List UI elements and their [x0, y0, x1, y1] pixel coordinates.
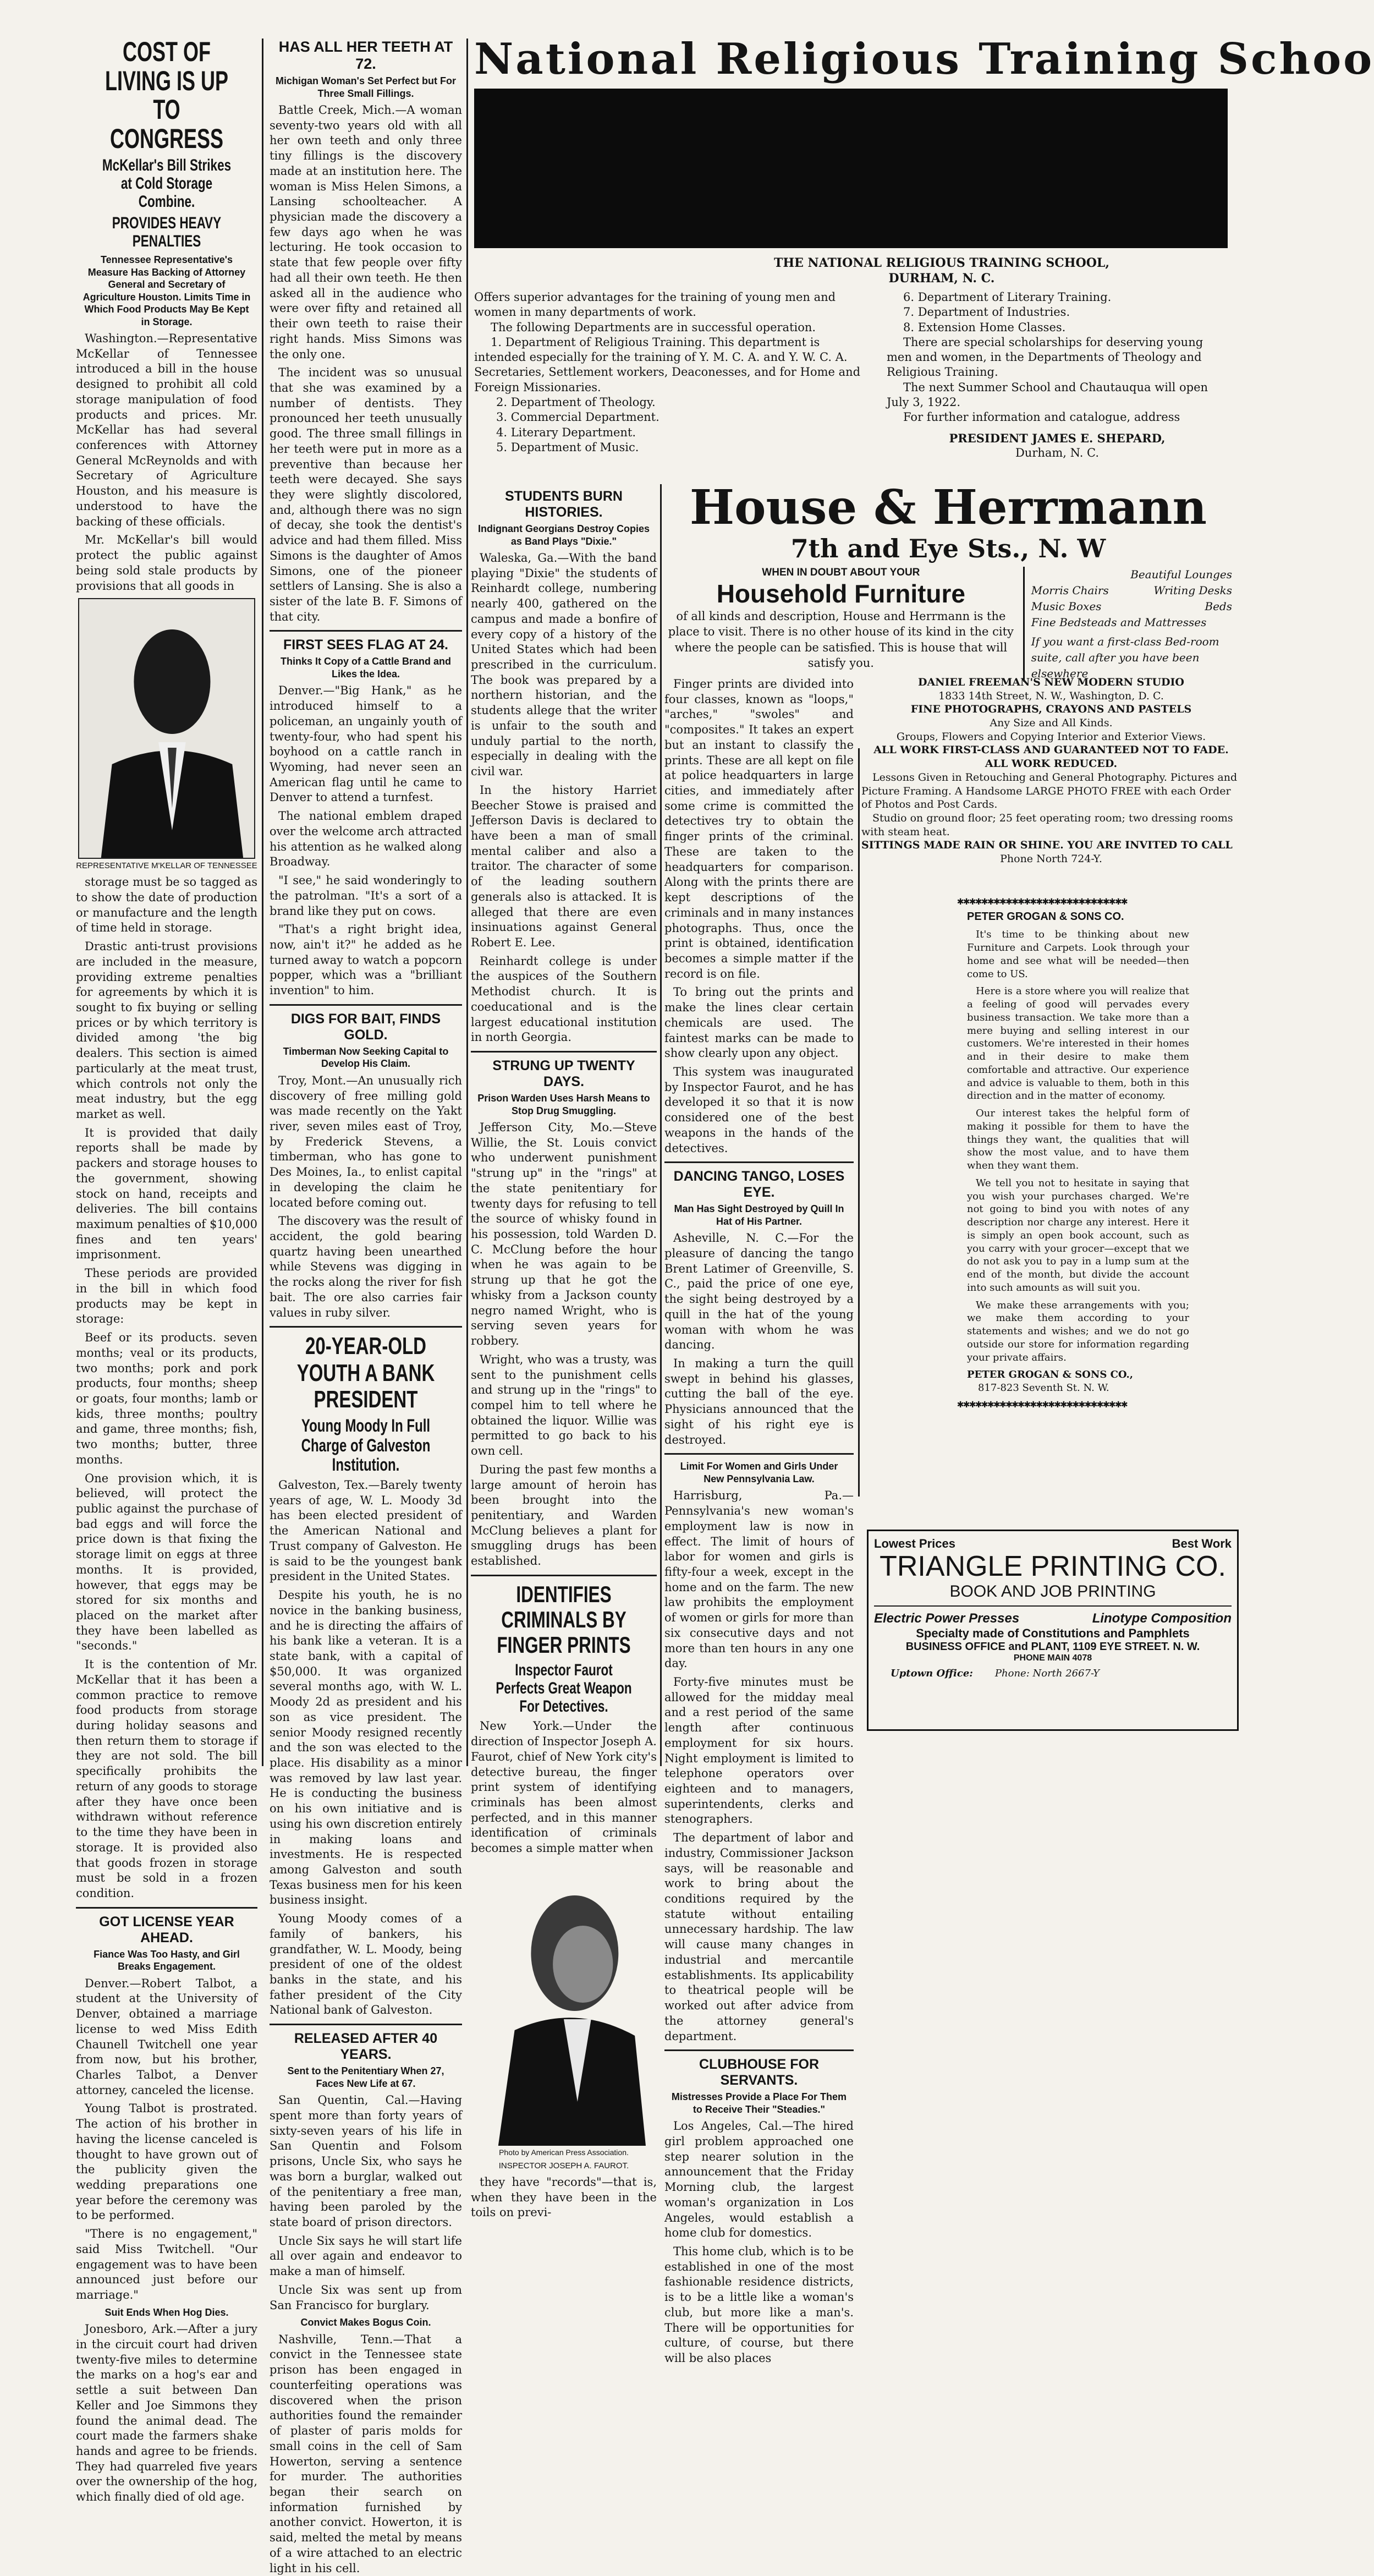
- story-paragraph: In making a turn the quill swept in behind his glasses, cutting the ball of the eye. Physicians announced that the sight of his right eye is destroyed.: [664, 1357, 854, 1446]
- story-paragraph: It is provided that daily reports shall be made by packers and storage houses to the government, showing stock on hand, receipts and deliveries. The bill contains maximum penalties of $10,000 fines and ten years' imprisonment.: [76, 1126, 257, 1262]
- school-following: The following Departments are in successful operation.: [491, 320, 816, 334]
- dept-item: 8. Extension Home Classes.: [903, 320, 1066, 334]
- portrait-silhouette: [482, 1860, 646, 2146]
- school-city: DURHAM, N. C.: [888, 271, 995, 286]
- story-paragraph: Jonesboro, Ark.—After a jury in the circuit court had driven twenty-five miles to determine the marks on a hog's ear and settle a suit between Dan Keller and Joe Simmons they found the animal dead. The court made the farmers shake hands and agree to be friends. They had quarreled five years over the ownership of the hog, which finally died of old age.: [76, 2322, 257, 2504]
- story-paragraph: Wright, who was a trusty, was sent to the punishment cells and strung up in the "rings" to compel him to tell where he obtained the liquor. Willie was permitted to go back to his own cell.: [471, 1352, 657, 1458]
- photo-credit: Photo by American Press Association.: [499, 2147, 629, 2157]
- story-paragraph: "There is no engagement," said Miss Twitchell. "Our engagement was to have been announced just before our marriage.": [76, 2227, 257, 2302]
- story-paragraph: Jefferson City, Mo.—Steve Willie, the St. Louis convict who underwent punishment "strung up" in the "rings" at the state penitentiary for twenty days for refusing to tell the source of whisky found in his possession, told Warden D. C. McClung before the hour when he was again to be strung up that he got the whisky from a Jackson county negro named Wright, who is serving seven years for robbery.: [471, 1121, 657, 1348]
- house-herrmann-list: [1025, 567, 1232, 682]
- star-border-top: ✱✱✱✱✱✱✱✱✱✱✱✱✱✱✱✱✱✱✱✱✱✱✱✱✱✱✱✱: [957, 894, 1128, 907]
- story-paragraph: The incident was so unusual that she was examined by a number of dentists. They pronounced her teeth unusually good. The three small fillings in her teeth were put in more as a preventive than because her teeth were decayed. She says they were slightly discolored, and, although there was no sign of decay, she took the dentist's advice and had them filled. Miss Simons is the daughter of Amos Simons, one of the pioneer settlers of Lansing. She is also a sister of the late B. F. Simons of that city.: [270, 366, 462, 623]
- story-headline: Suit Ends When Hog Dies.: [105, 2306, 229, 2318]
- grogan-paragraph: We tell you not to hesitate in saying that you wish your purchases charged. We're not going to bind you with notes of any description nor charge any interest. Here it is simply an open book account, such as you carry with your grocer—except that we do not ask you to pay in a lump sum at the end of the month, but divide the account into such amounts as will suit you.: [967, 1177, 1189, 1294]
- dept-item: 1. Department of Religious Training. This department is intended especially for the training of Y. M. C. A. and Y. W. C. A. Secretaries, Settlement workers, Deaconesses, and for Home and Foreign Missionaries.: [474, 335, 861, 394]
- story-paragraph: This home club, which is to be established in one of the most fashionable residence districts, is to be a little like a woman's club, but more like a man's. There will be opportunities for culture, of course, but there will be also places: [664, 2244, 854, 2365]
- house-herrmann-main: [664, 567, 1025, 682]
- column-3: [471, 484, 657, 2219]
- dept-item: 7. Department of Industries.: [903, 305, 1070, 319]
- divider: [270, 2024, 462, 2025]
- ad-peter-grogan: [957, 894, 1199, 1477]
- story-paragraph: Drastic anti-trust provisions are included in the measure, providing extreme penalties for agreements by which it is sought to fix buying or selling prices or by which territory is divided among 'the big dealers. This section is aimed particularly at the meat trust, which controls not only the meat industry, but the egg market as well.: [76, 940, 257, 1121]
- triangle-name: TRIANGLE PRINTING CO.: [880, 1550, 1226, 1582]
- story-paragraph: These periods are provided in the bill in which food products may be kept in storage:: [76, 1267, 257, 1326]
- column-rule: [262, 39, 263, 1766]
- dept-item: 6. Department of Literary Training.: [903, 291, 1112, 304]
- studio-groups: Groups, Flowers and Copying Interior and Exterior Views.: [896, 730, 1206, 743]
- dept-item: 5. Department of Music.: [496, 440, 639, 454]
- studio-address: 1833 14th Street, N. W., Washington, D. C.: [938, 689, 1164, 702]
- headline-finger-prints: IDENTIFIES CRIMINALS BY FINGER PRINTS: [497, 1581, 631, 1658]
- studio-phone: Phone North 724-Y.: [1000, 852, 1102, 865]
- triangle-best: Best Work: [1172, 1537, 1232, 1550]
- house-bedroom: If you want a first-class Bed-room suite, call after you have been elsewhere: [1031, 635, 1219, 680]
- divider: [76, 1907, 257, 1909]
- story-headline: GOT LICENSE YEAR AHEAD.: [99, 1914, 234, 1945]
- triangle-office: BUSINESS OFFICE and PLANT, 1109 EYE STREET. N. W.: [905, 1641, 1200, 1653]
- subheadline-penalties: PROVIDES HEAVY PENALTIES: [112, 214, 222, 250]
- house-item: Fine Bedsteads and Mattresses: [1031, 616, 1207, 629]
- story-deck: Sent to the Penitentiary When 27, Faces New Life at 67.: [287, 2065, 444, 2089]
- dept-item: 2. Department of Theology.: [496, 396, 656, 409]
- story-paragraph: Harrisburg, Pa.—Pennsylvania's new woman's employment law is now in effect. The limit of hours of labor for women and girls is fifty-four a week, except in the home and on the farm. The new law prohibits the employment of women or girls for more than six consecutive days and not more than ten hours in any one day.: [664, 1489, 854, 1670]
- portrait-photo-mckellar: [78, 598, 255, 859]
- divider: [664, 2049, 854, 2051]
- house-item: Morris Chairs: [1031, 584, 1109, 597]
- column-rule: [858, 748, 860, 1497]
- house-item: Writing Desks: [1153, 584, 1232, 597]
- divider: [270, 1004, 462, 1006]
- triangle-specialty: Specialty made of Constitutions and Pamphlets: [916, 1626, 1190, 1641]
- divider: [664, 1453, 854, 1455]
- school-name: THE NATIONAL RELIGIOUS TRAINING SCHOOL,: [773, 256, 1110, 270]
- story-deck: Timberman Now Seeking Capital to Develop His Claim.: [283, 1045, 449, 1070]
- story-deck: Man Has Sight Destroyed by Quill In Hat of His Partner.: [674, 1203, 844, 1227]
- story-paragraph: Denver.—"Big Hank," as he introduced himself to a policeman, an ungainly youth of twenty-four, who had spent his boyhood on a cattle ranch in Wyoming, had never seen an American flag until he came to Denver to attend a turnfest.: [270, 684, 462, 804]
- story-paragraph: Washington.—Representative McKellar of Tennessee introduced a bill in the house designed to prohibit all cold storage manipulation of food products and prices. Mr. McKellar has had several conferences with Attorney General McReynolds and with Secretary of Agriculture Houston, and his measure is understood to have the backing of these officials.: [76, 332, 257, 528]
- house-herrmann-name: House & Herrmann: [689, 480, 1207, 535]
- story-deck: Limit For Women and Girls Under New Pennsylvania Law.: [680, 1461, 838, 1484]
- subheadline: Inspector Faurot Perfects Great Weapon For Detectives.: [496, 1661, 632, 1716]
- ad-freeman-studio: [861, 676, 1241, 865]
- story-paragraph: Young Moody comes of a family of bankers, his grandfather, W. L. Moody, being president of one of the oldest banks in the state, and his father president of the City National bank of Galveston.: [270, 1912, 462, 2017]
- grogan-name: PETER GROGAN & SONS CO.: [967, 911, 1124, 923]
- grogan-paragraph: Here is a store where you will realize that a feeling of good will pervades every business transaction. We take more than a mere buying and selling interest in our customers. We're interested in their homes and in their desire to make them comfortable and attractive. Our experience and advice is valuable to them, both in this direction and in the matter of economy.: [967, 985, 1189, 1102]
- story-paragraph: Uncle Six was sent up from San Francisco for burglary.: [270, 2283, 462, 2312]
- studio-lessons: Lessons Given in Retouching and General Photography. Pictures and Picture Framing. A Handsome LARGE PHOTO FREE with each Order of Photos and Post Cards.: [861, 771, 1238, 811]
- triangle-phone: PHONE MAIN 4078: [1013, 1653, 1092, 1663]
- story-paragraph: Despite his youth, he is no novice in the banking business, and he is directing the affairs of his bank like a veteran. It is a state bank, with a capital of $50,000. It was organized several months ago, with W. L. Moody 2d as president and his son as vice president. The senior Moody resigned recently and the son was elected to the place. His disability as a minor was removed by law last year. He is conducting the business on his own initiative and is using his own discretion entirely in making loans and investments. He is respected among Galveston and south Texas business men for his keen business insight.: [270, 1588, 462, 1907]
- ad-house-herrmann: [664, 480, 1232, 680]
- star-border-bottom: ✱✱✱✱✱✱✱✱✱✱✱✱✱✱✱✱✱✱✱✱✱✱✱✱✱✱✱✱: [957, 1396, 1128, 1410]
- story-paragraph: Asheville, N. C.—For the pleasure of dancing the tango Brent Latimer of Greenville, S. C., paid the price of one eye, the sight being destroyed by a quill in the hat of the young woman with whom he was dancing.: [664, 1231, 854, 1352]
- column-rule: [466, 39, 468, 1766]
- story-paragraph: Battle Creek, Mich.—A woman seventy-two years old with all her own teeth and only three tiny fillings is the discovery made at an institution here. The woman is Miss Helen Simons, a Lansing schoolteacher. A physician made the discovery a few days ago when he was lecturing. He took occasion to state that few people over fifty had all their own teeth. He then asked all in the audience who were over fifty and retained all their own teeth to raise their right hands. Miss Simons was the only one.: [270, 103, 462, 361]
- grogan-sign: PETER GROGAN & SONS CO.,: [967, 1369, 1134, 1381]
- story-paragraph: Beef or its products. seven months; veal or its products, two months; pork and pork products, four months; sheep or goats, four months; lamb or kids, three months; poultry and game, three months; fish, two months; butter, three months.: [76, 1331, 257, 1466]
- column-4: [664, 677, 854, 2365]
- studio-reduced: ALL WORK REDUCED.: [985, 758, 1118, 770]
- story-paragraph: During the past few months a large amount of heroin has been brought into the penitentiary, and Warden McClung believes a plant for smuggling drugs has been established.: [471, 1462, 657, 1568]
- house-herrmann-address: 7th and Eye Sts., N. W: [790, 534, 1106, 563]
- story-deck: Michigan Woman's Set Perfect but For Three Small Fillings.: [276, 75, 456, 99]
- story-paragraph: In the history Harriet Beecher Stowe is praised and Jefferson Davis is declared to have been a man of small mental caliber and also a traitor. The character of some of the leading southern generals also is attacked. It is alleged that there are even insinuations against General Robert E. Lee.: [471, 783, 657, 949]
- dept-item: 3. Commercial Department.: [496, 410, 659, 424]
- story-deck: Fiance Was Too Hasty, and Girl Breaks Engagement.: [94, 1948, 240, 1972]
- school-banner-image: [474, 89, 1228, 248]
- story-paragraph: San Quentin, Cal.—Having spent more than forty years of sixty-seven years of his life in San Quentin and Folsom prisons, Uncle Six, who says he was born a burglar, walked out of the penitentiary a free man, having been paroled by the state board of prison directors.: [270, 2093, 462, 2229]
- house-doubt: WHEN IN DOUBT ABOUT YOUR: [762, 567, 920, 578]
- story-deck: Mistresses Provide a Place For Them to Receive Their "Steadies.": [671, 2091, 847, 2115]
- story-headline: DIGS FOR BAIT, FINDS GOLD.: [290, 1011, 441, 1043]
- triangle-book: BOOK AND JOB PRINTING: [949, 1582, 1156, 1601]
- story-paragraph: Uncle Six says he will start life all over again and endeavor to make a man of himself.: [270, 2234, 462, 2278]
- house-item: Beds: [1205, 600, 1232, 613]
- ad-religious-school: [474, 34, 1374, 480]
- photo-caption: INSPECTOR JOSEPH A. FAUROT.: [498, 2161, 629, 2171]
- story-paragraph: Reinhardt college is under the auspices of the Southern Methodist church. It is coeducational and is the largest educational institution in north Georgia.: [471, 954, 657, 1044]
- story-deck: Indignant Georgians Destroy Copies as Band Plays "Dixie.": [477, 523, 650, 547]
- dept-item: 4. Literary Department.: [496, 425, 636, 439]
- portrait-photo-faurot: [482, 1860, 646, 2146]
- school-summer: The next Summer School and Chautauqua will open July 3, 1922.: [887, 380, 1208, 409]
- story-paragraph: To bring out the prints and make the lines clear certain chemicals are used. The faintest marks can be made to show clearly upon any object.: [664, 985, 854, 1060]
- studio-guarantee: ALL WORK FIRST-CLASS AND GUARANTEED NOT TO FADE.: [873, 744, 1229, 757]
- subheadline: Young Moody In Full Charge of Galveston Institution.: [301, 1416, 431, 1475]
- ad-triangle-printing: [867, 1530, 1239, 1731]
- school-departments-right: [887, 290, 1228, 461]
- studio-name: DANIEL FREEMAN'S NEW MODERN STUDIO: [918, 676, 1184, 688]
- house-item: Music Boxes: [1031, 600, 1102, 613]
- house-body: of all kinds and description, House and Herrmann is the place to visit. There is no other house of its kind in the city where the people can be satisfied. This is house that will satisfy you.: [668, 610, 1014, 670]
- studio-sittings: SITTINGS MADE RAIN OR SHINE. YOU ARE INVITED TO CALL: [861, 839, 1233, 852]
- column-2: [270, 34, 462, 2575]
- school-info: For further information and catalogue, address: [903, 410, 1180, 424]
- story-paragraph: Waleska, Ga.—With the band playing "Dixie" the students of Reinhardt college, numbering nearly 400, gathered on the campus and made a bonfire of every copy of a history of the United States which had been prescribed in the curriculum. The book was prepared by a northern historian, and the students allege that the writer is unfair to the south and unduly partial to the north, especially in dealing with the civil war.: [471, 551, 657, 779]
- photo-caption: REPRESENTATIVE M'KELLAR OF TENNESSEE: [76, 861, 257, 871]
- school-scholarships: There are special scholarships for deserving young men and women, in the Departments of Theology and Religious Training.: [887, 335, 1203, 379]
- triangle-linotype: Linotype Composition: [1092, 1611, 1232, 1626]
- house-furniture: Household Furniture: [716, 579, 966, 608]
- story-paragraph: New York.—Under the direction of Inspector Joseph A. Faurot, chief of New York city's detective bureau, the finger print system of identifying criminals has been almost perfected, and in this manner identification of criminals becomes a simple matter when: [471, 1719, 657, 1855]
- story-paragraph: Forty-five minutes must be allowed for the midday meal and a rest period of the same length after continuous employment for six hours. Night employment is limited to telephone operators over eighteen and to managers, superintendents, clerks and stenographers.: [664, 1675, 854, 1826]
- story-paragraph: The discovery was the result of accident, the gold bearing quartz having been unearthed while Stevens was digging in the rocks along the river for fish bait. The ore also carries fair values in ruby silver.: [270, 1214, 462, 1319]
- story-paragraph: This system was inaugurated by Inspector Faurot, and he has developed it so that it is now considered one of the best weapons in the hands of the detectives.: [664, 1065, 854, 1155]
- divider: [874, 1605, 1232, 1607]
- story-headline: Convict Makes Bogus Coin.: [300, 2317, 431, 2328]
- story-paragraph: The national emblem draped over the welcome arch attracted his attention as he walked along Broadway.: [270, 809, 462, 869]
- triangle-electric: Electric Power Presses: [874, 1611, 1020, 1626]
- story-headline: HAS ALL HER TEETH AT 72.: [278, 39, 453, 72]
- school-departments-left: [474, 290, 870, 461]
- studio-fine: FINE PHOTOGRAPHS, CRAYONS AND PASTELS: [910, 703, 1192, 716]
- headline-cost-of-living: COST OF LIVING IS UP TO CONGRESS: [105, 36, 229, 154]
- story-paragraph: Troy, Mont.—An unusually rich discovery of free milling gold was made recently on the Yakt river, seven miles east of Troy, by Frederick Stevens, a timberman, who has gone to Des Moines, Ia., to enlist capital in developing the claim he located before coming out.: [270, 1073, 462, 1209]
- grogan-paragraph: Our interest takes the helpful form of making it possible for them to have the things they want, the qualities that will show the most value, and to have them when they want them.: [967, 1108, 1189, 1172]
- school-intro: Offers superior advantages for the training of young men and women in many departments of work.: [474, 291, 836, 319]
- column-rule: [660, 484, 662, 1766]
- story-paragraph: storage must be so tagged as to show the date of production or manufacture and the length of time held in storage.: [76, 875, 257, 935]
- story-deck: Tennessee Representative's Measure Has Backing of Attorney General and Secretary of Agriculture Houston. Limits Time in Which Food Products May Be Kept in Storage.: [83, 254, 251, 327]
- school-president: PRESIDENT JAMES E. SHEPARD,: [949, 431, 1166, 445]
- story-headline: STUDENTS BURN HISTORIES.: [505, 489, 623, 520]
- headline-bank-president: 20-YEAR-OLD YOUTH A BANK PRESIDENT: [296, 1333, 435, 1413]
- story-paragraph: "That's a right bright idea, now, ain't it?" he added as he turned away to watch a popcorn popper, which was a "brilliant invention" to him.: [270, 923, 462, 997]
- story-paragraph: Nashville, Tenn.—That a convict in the Tennessee state prison has been engaged in counterfeiting operations was discovered when the prison authorities found the remainder of plaster of paris molds for small coins in the cell of Sam Howerton, serving a sentence for murder. The authorities began their search on information furnished by another convict. Howerton, it is said, melted the metal by means of a wire attached to an electric light in his cell.: [270, 2332, 462, 2575]
- story-paragraph: Denver.—Robert Talbot, a student at the University of Denver, obtained a marriage license to wed Miss Edith Chaunell Twitchell one year from now, but his brother, Charles Talbot, a Denver attorney, canceled the license.: [76, 1976, 257, 2097]
- story-paragraph: Los Angeles, Cal.—The hired girl problem approached one step nearer solution in the announcement that the Friday Morning club, the largest woman's organization in Los Angeles, would establish a home club for domestics.: [664, 2119, 854, 2240]
- divider: [270, 1326, 462, 1328]
- story-paragraph: One provision which, it is believed, will protect the public against the purchase of bad eggs and will force the price down is that fixing the storage limit on eggs at three months. It is provided, however, that eggs may be stored for six months and placed on the market after they have been labelled as "seconds.": [76, 1471, 257, 1653]
- studio-floor: Studio on ground floor; 25 feet operating room; two dressing rooms with steam heat.: [861, 812, 1233, 838]
- triangle-uptown: Uptown Office:: [891, 1668, 973, 1680]
- story-headline: RELEASED AFTER 40 YEARS.: [294, 2031, 438, 2063]
- house-item: Beautiful Lounges: [1130, 568, 1232, 581]
- grogan-address: 817-823 Seventh St. N. W.: [978, 1382, 1109, 1394]
- story-paragraph: It is the contention of Mr. McKellar that it has been a common practice to remove food products from storage during holiday seasons and then return them to storage if they are not sold. The bill specifically prohibits the return of any goods to storage after they have once been withdrawn without reference to the time they have been in storage. It is provided also that goods frozen in storage must be sold in a frozen condition.: [76, 1658, 257, 1900]
- story-headline: DANCING TANGO, LOSES EYE.: [673, 1169, 845, 1201]
- triangle-lowest: Lowest Prices: [874, 1537, 955, 1550]
- school-title: National Religious Training Schoo: [474, 34, 1374, 84]
- story-deck: Thinks It Copy of a Cattle Brand and Likes the Idea.: [280, 656, 452, 679]
- story-paragraph: "I see," he said wonderingly to the patrolman. "It's a sort of a brand like they put on cows.: [270, 874, 462, 918]
- story-paragraph: Finger prints are divided into four classes, known as "loops," "arches," "swoles" and "composites." It takes an expert but an instant to classify the prints. These are all kept on file at police headquarters in large cities, and immediately after some crime is committed the detectives try to obtain the finger prints of the criminal. These are taken to the headquarters for comparison. Along with the prints there are kept descriptions of the criminals and in many instances photographs. Thus, once the print is obtained, identification becomes a simple matter if the record is on file.: [664, 677, 854, 980]
- story-paragraph: Mr. McKellar's bill would protect the public against being sold stale products by provisions that all goods in: [76, 533, 257, 593]
- story-paragraph: Galveston, Tex.—Barely twenty years of age, W. L. Moody 3d has been elected president of the American National and Trust company of Galveston. He is said to be the youngest bank president in the United States.: [270, 1478, 462, 1583]
- story-headline: STRUNG UP TWENTY DAYS.: [492, 1058, 635, 1089]
- divider: [664, 1161, 854, 1163]
- subheadline: McKellar's Bill Strikes at Cold Storage Combine.: [102, 156, 232, 211]
- story-paragraph: Young Talbot is prostrated. The action of his brother in having the license canceled is thought to have grown out of the publicity given the wedding preparations one year before the ceremony was to be performed.: [76, 2102, 257, 2222]
- story-paragraph: they have "records"—that is, when they have been in the toils on previ-: [471, 2175, 657, 2219]
- studio-size: Any Size and All Kinds.: [990, 717, 1113, 730]
- triangle-uptown-phone: Phone: North 2667-Y: [994, 1668, 1100, 1680]
- portrait-silhouette: [79, 599, 254, 858]
- divider: [270, 630, 462, 632]
- grogan-paragraph: It's time to be thinking about new Furniture and Carpets. Look through your home and see what will be needed—then come to US.: [967, 929, 1189, 980]
- story-paragraph: The department of labor and industry, Commissioner Jackson says, will be reasonable and work to bring about the conditions required by the statute without entailing unnecessary hardship. The law will cause many changes in industrial and mercantile establishments. Its applicability to theatrical people will be worked out after advice from the attorney general's department.: [664, 1831, 854, 2043]
- column-1: [76, 34, 257, 2504]
- story-headline: FIRST SEES FLAG AT 24.: [283, 637, 449, 653]
- divider: [471, 1051, 657, 1053]
- grogan-paragraph: We make these arrangements with you; we make them according to your statements and wishes; and we do not go outside our store for information regarding your private affairs.: [967, 1299, 1189, 1363]
- divider: [471, 1575, 657, 1576]
- story-headline: CLUBHOUSE FOR SERVANTS.: [699, 2057, 820, 2089]
- school-sign-city: Durham, N. C.: [1015, 446, 1100, 459]
- story-deck: Prison Warden Uses Harsh Means to Stop Drug Smuggling.: [477, 1093, 650, 1116]
